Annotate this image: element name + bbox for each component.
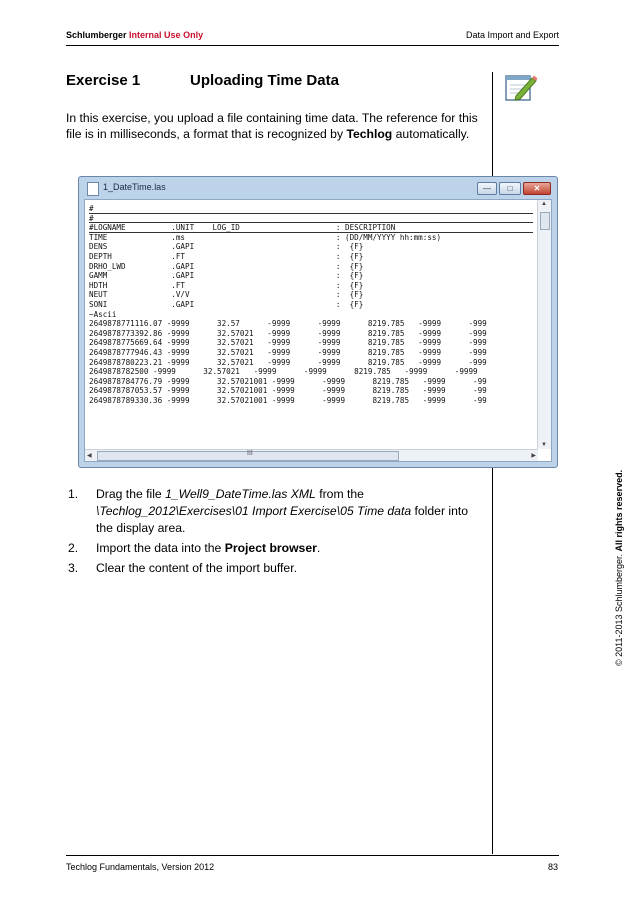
rights-text: All rights reserved.	[614, 469, 624, 552]
las-file-window	[78, 176, 558, 468]
las-line: DEPTH .FT : {F}	[89, 252, 364, 261]
step-number: 2.	[68, 541, 79, 555]
company-name: Schlumberger	[66, 30, 127, 40]
classification-label: Internal Use Only	[129, 30, 204, 40]
step-text: Import the data into the	[96, 541, 225, 555]
header-separator	[89, 213, 533, 214]
intro-text: In this exercise, you upload a file containing time data. The reference for this file is in milliseconds, a format that is recognized by	[66, 111, 478, 141]
step-text: from the	[315, 487, 364, 501]
scroll-right-icon[interactable]: ▶	[531, 453, 536, 459]
file-icon	[87, 182, 99, 196]
step-2	[66, 540, 486, 557]
steps-list	[66, 486, 486, 580]
page-number: 83	[547, 862, 558, 872]
footer-left: Techlog Fundamentals, Version 2012	[66, 862, 215, 872]
las-line: ~Ascii	[89, 309, 117, 319]
las-line: 2649878789330.36 -9999 32.57021001 -9999 -9999 8219.785 -9999 -99	[89, 396, 487, 405]
las-line: DENS .GAPI : {F}	[89, 242, 364, 252]
las-line: NEUT .V/V : {F}	[89, 290, 364, 300]
exercise-pencil-icon	[504, 72, 538, 104]
close-button[interactable]: ✕	[523, 182, 551, 195]
scroll-down-icon[interactable]: ▼	[541, 442, 547, 448]
step-path: \Techlog_2012\Exercises\01 Import Exercise\05 Time data	[96, 504, 412, 518]
step-number: 1.	[68, 487, 79, 501]
step-text: Drag the file	[96, 487, 166, 501]
las-line: 2649878773392.86 -9999 32.57021 -9999 -9999 8219.785 -9999 -999	[89, 328, 487, 338]
scroll-grip: III	[247, 450, 253, 457]
exercise-number: Exercise 1	[66, 72, 141, 89]
las-line: 2649878775669.64 -9999 32.57021 -9999 -9999 8219.785 -9999 -999	[89, 338, 487, 348]
scroll-up-icon[interactable]: ▲	[541, 201, 547, 207]
copyright-sidebar	[614, 346, 624, 666]
file-content-pane	[84, 199, 552, 462]
step-number: 3.	[68, 561, 79, 575]
las-line: 2649878777946.43 -9999 32.57021 -9999 -9999 8219.785 -9999 -999	[89, 348, 487, 357]
header-rule	[66, 45, 559, 46]
las-line: TIME .ms : (DD/MM/YYYY hh:mm:ss)	[89, 232, 442, 242]
header-separator	[89, 222, 533, 223]
las-line: 2649878771116.07 -9999 32.57 -9999 -9999 8219.785 -9999 -999	[89, 319, 487, 329]
vertical-scroll-thumb[interactable]	[540, 212, 550, 230]
window-titlebar	[83, 179, 553, 197]
step-project-browser: Project browser	[224, 541, 317, 555]
las-line: 2649878787053.57 -9999 32.57021001 -9999 -9999 8219.785 -9999 -99	[89, 386, 487, 396]
exercise-title: Uploading Time Data	[190, 72, 339, 89]
step-3	[66, 560, 486, 577]
intro-techlog: Techlog	[346, 127, 393, 141]
intro-text-end: automatically.	[392, 127, 470, 141]
copyright-text: © 2011-2013 Schlumberger.	[614, 551, 624, 666]
exercise-heading	[66, 72, 339, 89]
header-separator	[89, 232, 533, 233]
step-text: Clear the content of the import buffer.	[96, 561, 297, 575]
intro-paragraph	[66, 110, 482, 142]
las-line: 2649878780223.21 -9999 32.57021 -9999 -9999 8219.785 -9999 -999	[89, 357, 487, 367]
las-line: #	[89, 213, 94, 223]
horizontal-scrollbar[interactable]	[85, 449, 538, 461]
footer-rule	[66, 855, 559, 856]
step-1	[66, 486, 486, 537]
las-line: 2649878782500 -9999 32.57021 -9999 -9999 8219.785 -9999 -9999	[89, 367, 478, 377]
step-text: .	[316, 541, 321, 555]
las-line: DRHO_LWD .GAPI : {F}	[89, 261, 364, 271]
las-line: #	[89, 204, 94, 213]
las-line: HDTH .FT : {F}	[89, 280, 364, 290]
step-filename: 1_Well9_DateTime.las XML	[165, 487, 316, 501]
page-header-left	[66, 30, 203, 40]
vertical-scrollbar[interactable]	[537, 200, 551, 449]
las-line: SONI .GAPI : {F}	[89, 300, 364, 309]
window-title: 1_DateTime.las	[103, 182, 166, 192]
las-line: GAMM .GAPI : {F}	[89, 271, 364, 281]
las-line: 2649878784776.79 -9999 32.57021001 -9999 -9999 8219.785 -9999 -99	[89, 376, 487, 386]
las-text-area	[87, 202, 537, 449]
las-line: #LOGNAME .UNIT LOG_ID : DESCRIPTION	[89, 223, 396, 233]
section-title: Data Import and Export	[465, 30, 559, 40]
maximize-button[interactable]: □	[499, 182, 521, 195]
step-text: folder into the display area.	[96, 504, 469, 535]
scroll-left-icon[interactable]: ◀	[87, 453, 92, 459]
minimize-button[interactable]: —	[477, 182, 497, 195]
